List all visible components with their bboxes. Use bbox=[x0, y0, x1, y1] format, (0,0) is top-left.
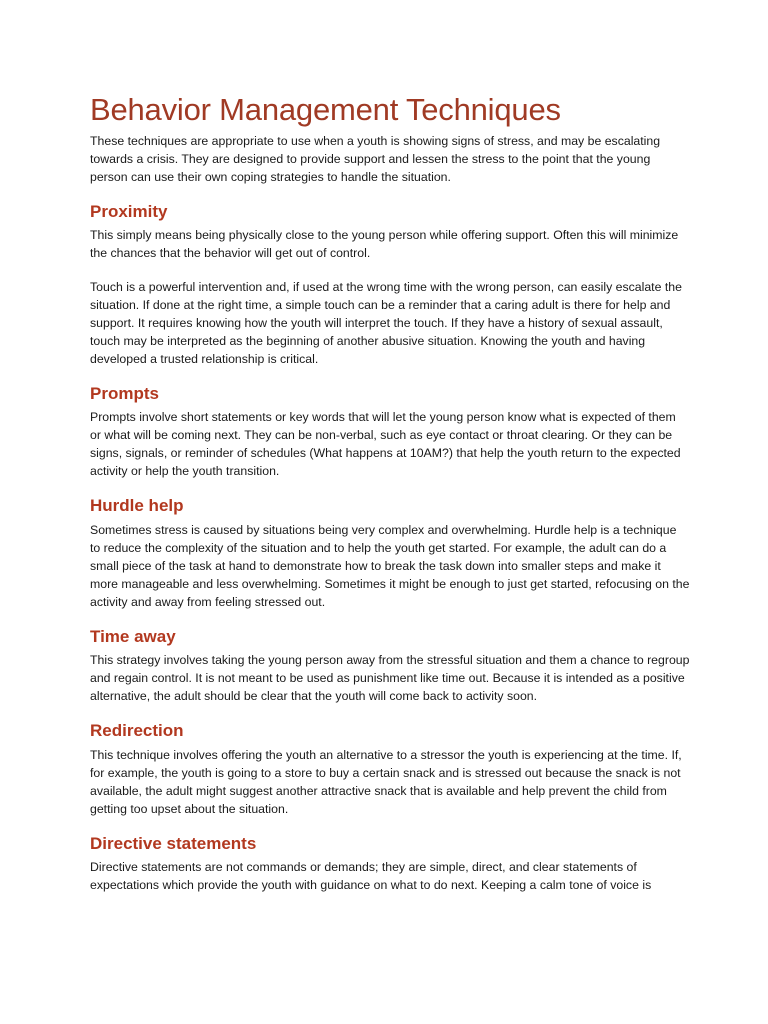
section-redirection bbox=[90, 721, 690, 817]
section-heading: Redirection bbox=[90, 721, 184, 741]
section-prompts bbox=[90, 384, 690, 480]
section-paragraph: This technique involves offering the youth an alternative to a stressor the youth is experiencing at the time. If, for example, the youth is going to a store to buy a certain snack and is stressed out because the snack is not available, the adult might suggest another attractive snack that is available and help prevent the child from getting too upset about the situation. bbox=[90, 747, 682, 816]
section-proximity bbox=[90, 202, 690, 368]
section-heading: Prompts bbox=[90, 384, 159, 404]
section-heading: Hurdle help bbox=[90, 496, 184, 516]
section-directive-statements bbox=[90, 834, 690, 894]
section-paragraph: Touch is a powerful intervention and, if used at the wrong time with the wrong person, can easily escalate the situation. If done at the right time, a simple touch can be a reminder that a caring adult is there for help and support. It requires knowing how the youth will interpret the touch. If they have a history of sexual assault, touch may be interpreted as the beginning of another abusive situation. Knowing the youth and having developed a trusted relationship is critical. bbox=[90, 280, 682, 367]
document-page bbox=[90, 92, 690, 894]
section-heading: Directive statements bbox=[90, 833, 257, 853]
section-paragraph: Sometimes stress is caused by situations being very complex and overwhelming. Hurdle help is a technique to reduce the complexity of the situation and to help the youth get started. For example, the adult can do a small piece of the task at hand to demonstrate how to break the task down into smaller steps and make it more manageable and less overwhelming. Sometimes it might be enough to just get started, refocusing on the activity and away from feeling stressed out. bbox=[90, 522, 690, 609]
section-hurdle-help bbox=[90, 496, 690, 610]
section-heading: Proximity bbox=[90, 201, 168, 221]
section-heading: Time away bbox=[90, 626, 176, 646]
paragraph-spacer bbox=[90, 262, 690, 278]
section-paragraph: Directive statements are not commands or demands; they are simple, direct, and clear statements of expectations which provide the youth with guidance on what to do next. Keeping a calm tone of voice is bbox=[90, 859, 652, 892]
document-title: Behavior Management Techniques bbox=[90, 92, 561, 127]
section-paragraph: This strategy involves taking the young person away from the stressful situation and them a chance to regroup and regain control. It is not meant to be used as punishment like time out. Because it is intended as a positive alternative, the adult should be clear that the youth will come back to activity soon. bbox=[90, 653, 690, 704]
section-paragraph: Prompts involve short statements or key words that will let the young person know what is expected of them or what will be coming next. They can be non-verbal, such as eye contact or throat clearing. Or they can be signs, signals, or reminder of schedules (What happens at 10AM?) that help the youth return to the expected activity or help the youth transition. bbox=[90, 410, 681, 479]
section-paragraph: This simply means being physically close to the young person while offering support. Often this will minimize the chances that the behavior will get out of control. bbox=[90, 228, 679, 261]
section-time-away bbox=[90, 627, 690, 705]
intro-paragraph: These techniques are appropriate to use when a youth is showing signs of stress, and may be escalating towards a crisis. They are designed to provide support and lessen the stress to the point that the young person can use their own coping strategies to handle the situation. bbox=[90, 133, 661, 184]
